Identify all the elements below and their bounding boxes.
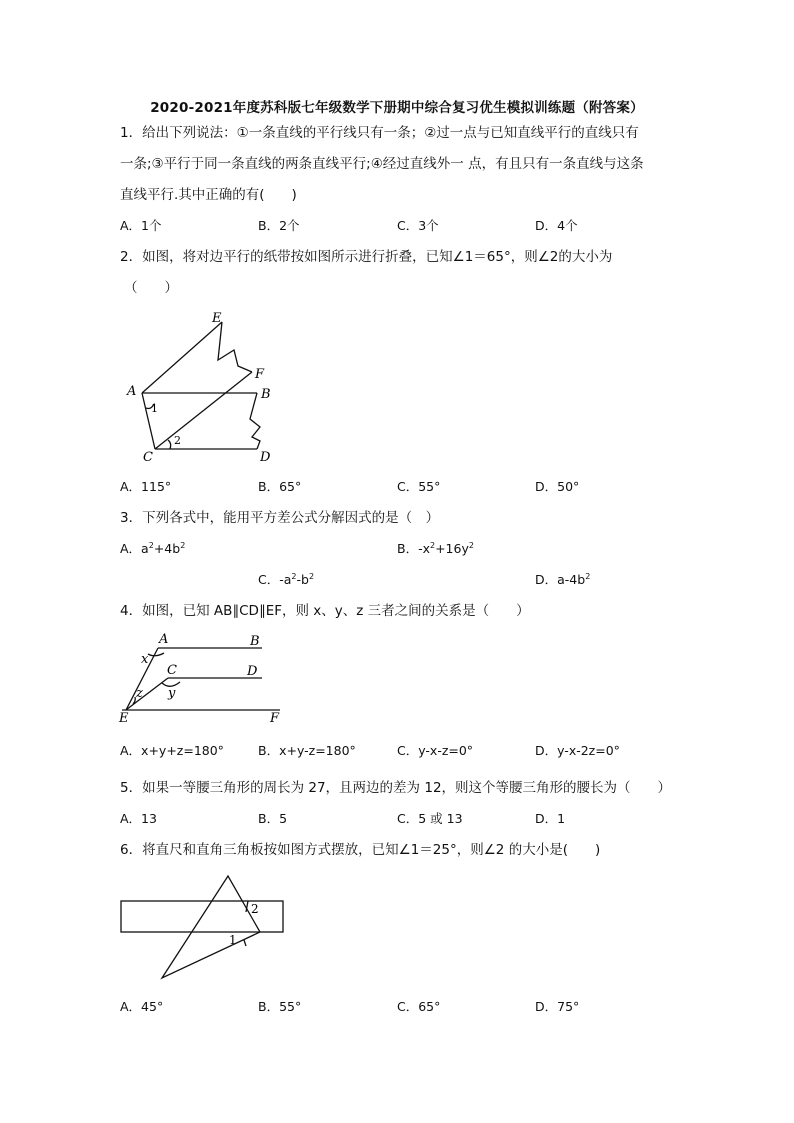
q2-label-c: C bbox=[143, 450, 153, 465]
q1-option-b[interactable]: B．2个 bbox=[258, 218, 300, 233]
q2-text-line1: 2．如图，将对边平行的纸带按如图所示进行折叠，已知∠1＝65°，则∠2的大小为 bbox=[120, 249, 613, 265]
q2-text-line2: （ ） bbox=[124, 280, 178, 296]
q6-option-b[interactable]: B．55° bbox=[258, 999, 302, 1014]
q2-option-c[interactable]: C．55° bbox=[397, 479, 441, 494]
q5-option-b[interactable]: B．5 bbox=[258, 811, 288, 826]
q6-option-d[interactable]: D．75° bbox=[535, 999, 580, 1014]
q4-option-d[interactable]: D．y-x-2z=0° bbox=[535, 743, 620, 758]
q3-option-c[interactable]: C．$-a^2-b^2$ bbox=[258, 571, 315, 587]
q4-label-x: x bbox=[141, 652, 149, 667]
q3-text-line1: 3．下列各式中，能用平方差公式分解因式的是（ ） bbox=[120, 510, 440, 526]
q4-option-c[interactable]: C．y-x-z=0° bbox=[397, 743, 474, 758]
q6-option-c[interactable]: C．65° bbox=[397, 999, 441, 1014]
q4-text-line1: 4．如图，已知 AB∥CD∥EF，则 x、y、z 三者之间的关系是（ ） bbox=[120, 603, 530, 619]
q4-label-y: y bbox=[168, 686, 176, 701]
page-title: 2020-2021年度苏科版七年级数学下册期中综合复习优生模拟训练题（附答案） bbox=[150, 100, 644, 116]
q4-label-a: A bbox=[159, 632, 169, 647]
q2-label-b: B bbox=[261, 387, 271, 402]
q2-option-d[interactable]: D．50° bbox=[535, 479, 580, 494]
q5-option-a[interactable]: A．13 bbox=[120, 811, 157, 826]
q6-text-line1: 6．将直尺和直角三角板按如图方式摆放，已知∠1＝25°，则∠2 的大小是( ) bbox=[120, 842, 601, 858]
q2-label-f: F bbox=[255, 367, 265, 382]
q4-parallel-lines-figure bbox=[115, 628, 295, 728]
q1-option-d[interactable]: D．4个 bbox=[535, 218, 578, 233]
q2-label-e: E bbox=[212, 311, 222, 326]
q2-label-a: A bbox=[127, 384, 137, 399]
q1-text-line1: 1．给出下列说法：①一条直线的平行线只有一条；②过一点与已知直线平行的直线只有 bbox=[120, 125, 639, 141]
q4-option-a[interactable]: A．x+y+z=180° bbox=[120, 743, 224, 758]
q3-option-a[interactable]: A．$a^2+4b^2$ bbox=[120, 540, 186, 556]
q4-label-e: E bbox=[119, 711, 129, 726]
q6-label-angle-1: 1 bbox=[229, 933, 237, 947]
q1-text-line2: 一条;③平行于同一条直线的两条直线平行;④经过直线外一 点，有且只有一条直线与这条 bbox=[120, 156, 644, 172]
q6-option-a[interactable]: A．45° bbox=[120, 999, 164, 1014]
q4-label-d: D bbox=[247, 664, 258, 679]
q2-label-angle-2: 2 bbox=[174, 434, 181, 447]
q1-option-c[interactable]: C．3个 bbox=[397, 218, 439, 233]
q3-option-d[interactable]: D．$a-4b^2$ bbox=[535, 571, 591, 587]
q2-folded-strip-figure bbox=[120, 305, 290, 465]
q2-option-b[interactable]: B．65° bbox=[258, 479, 302, 494]
q4-label-c: C bbox=[167, 663, 177, 678]
q6-label-angle-2: 2 bbox=[251, 902, 259, 916]
q1-text-line3: 直线平行.其中正确的有( ) bbox=[120, 187, 297, 203]
q4-label-b: B bbox=[250, 634, 260, 649]
q2-label-angle-1: 1 bbox=[151, 402, 158, 415]
q5-text-line1: 5．如果一等腰三角形的周长为 27，且两边的差为 12，则这个等腰三角形的腰长为（ ） bbox=[120, 780, 672, 796]
q5-option-c[interactable]: C．5 或 13 bbox=[397, 811, 463, 826]
q2-label-d: D bbox=[260, 450, 271, 465]
q5-option-d[interactable]: D．1 bbox=[535, 811, 566, 826]
q4-label-f: F bbox=[270, 711, 280, 726]
q4-option-b[interactable]: B．x+y-z=180° bbox=[258, 743, 356, 758]
q3-option-b[interactable]: B．$-x^2+16y^2$ bbox=[397, 540, 474, 556]
q2-option-a[interactable]: A．115° bbox=[120, 479, 172, 494]
q1-option-a[interactable]: A．1个 bbox=[120, 218, 162, 233]
q6-ruler-triangle-figure bbox=[115, 868, 295, 983]
q4-label-z: z bbox=[136, 686, 143, 701]
